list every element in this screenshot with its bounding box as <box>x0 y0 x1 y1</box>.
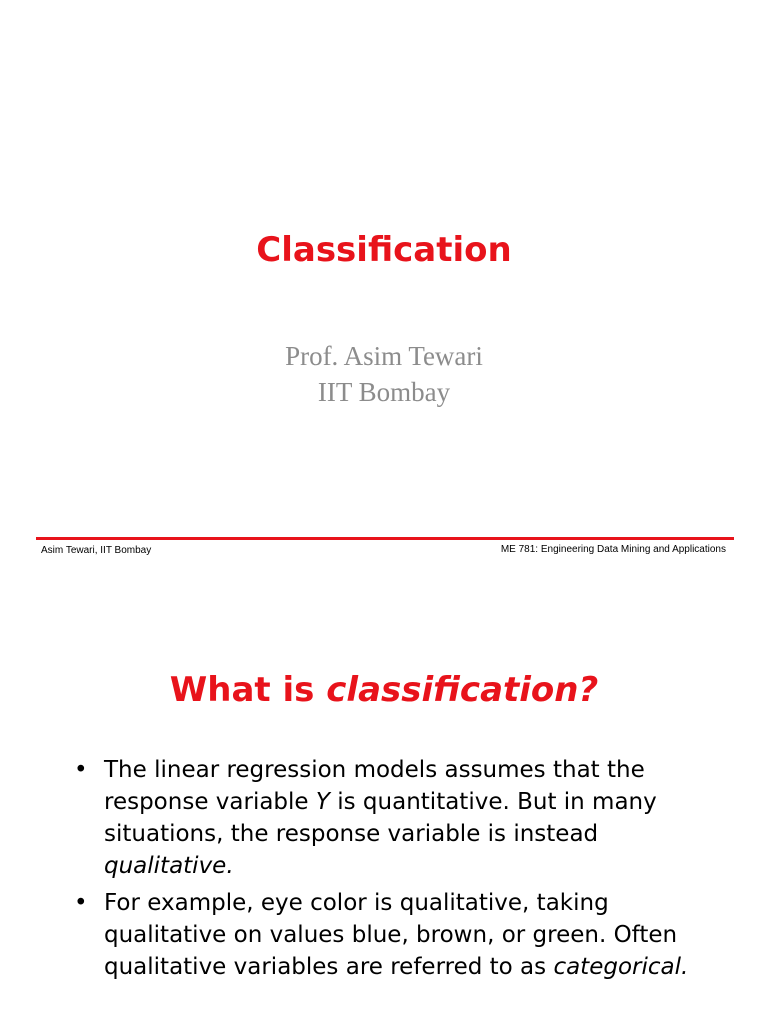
bullet-item <box>74 754 714 882</box>
bullet-list <box>74 754 714 988</box>
footer-course: ME 781: Engineering Data Mining and Applications <box>500 544 726 555</box>
bullet-dot-icon: • <box>74 757 88 783</box>
bullet1-emphasis: qualitative. <box>104 853 234 879</box>
slide-title-heading: Classification <box>256 230 512 270</box>
bullet-item <box>74 887 714 983</box>
footer-divider <box>36 537 734 540</box>
bullet1-text-cont: is quantitative. But in many situations, the response variable is instead <box>104 789 657 847</box>
bullet1-text: The linear regression models assumes that the response variable <box>104 757 645 815</box>
slide-subtitle <box>0 338 768 410</box>
slide-content-heading <box>0 670 768 710</box>
heading-emphasis: classification? <box>326 670 599 710</box>
bullet-dot-icon: • <box>74 890 88 916</box>
footer-author: Asim Tewari, IIT Bombay <box>41 545 152 556</box>
bullet1-variable: Y <box>315 789 330 815</box>
author-name: Prof. Asim Tewari <box>285 341 483 371</box>
slide-content <box>0 576 768 1024</box>
heading-prefix: What is <box>169 670 327 710</box>
bullet2-text: For example, eye color is qualitative, taking qualitative on values blue, brown, or green. Often qualitative variables are referred to as <box>104 890 678 980</box>
institution-name: IIT Bombay <box>317 377 451 407</box>
bullet2-emphasis: categorical. <box>553 954 689 980</box>
